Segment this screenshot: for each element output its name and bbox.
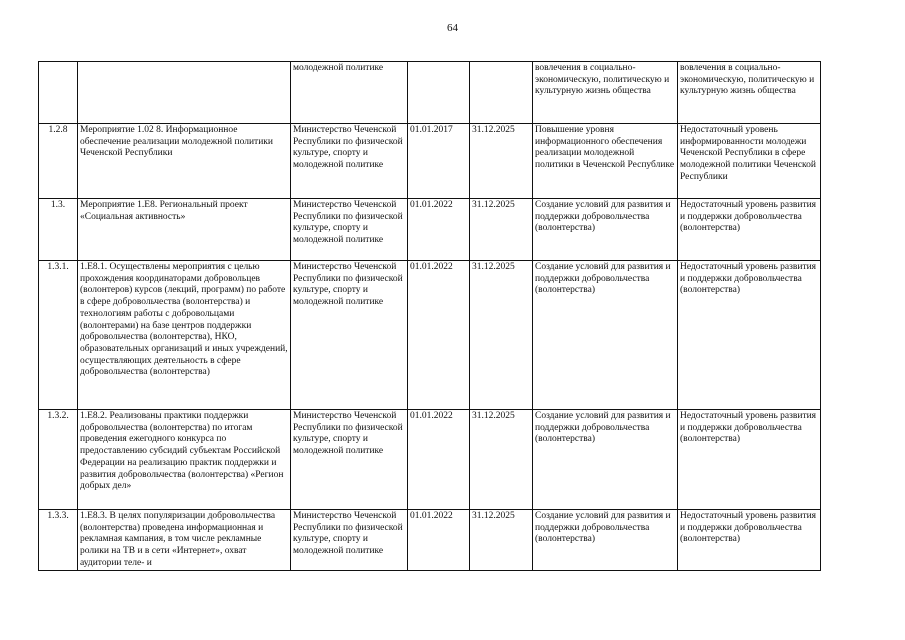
expected-result-cell: вовлечения в социально-экономическую, политическую и культурную жизнь общества (533, 62, 678, 124)
end-date-cell: 31.12.2025 (470, 410, 533, 510)
table-row (39, 510, 821, 571)
consequence-cell: Недостаточный уровень развития и поддержки добровольчества (волонтерства) (678, 510, 821, 571)
start-date-cell: 01.01.2022 (408, 410, 470, 510)
executor-cell: Министерство Чеченской Республики по физической культуре, спорту и молодежной политике (291, 199, 408, 261)
row-number-cell: 1.3.3. (39, 510, 78, 571)
table-row (39, 410, 821, 510)
start-date-cell: 01.01.2022 (408, 510, 470, 571)
expected-result-cell: Создание условий для развития и поддержки добровольчества (волонтерства) (533, 199, 678, 261)
row-number-cell: 1.2.8 (39, 124, 78, 199)
consequence-cell: Недостаточный уровень развития и поддержки добровольчества (волонтерства) (678, 199, 821, 261)
consequence-cell: Недостаточный уровень развития и поддержки добровольчества (волонтерства) (678, 410, 821, 510)
expected-result-cell: Создание условий для развития и поддержки добровольчества (волонтерства) (533, 410, 678, 510)
event-cell: 1.Е8.2. Реализованы практики поддержки добровольчества (волонтерства) по итогам проведения ежегодного конкурса по предоставлению субсидий субъектам Российской Федерации на реализацию практик поддержки и развития добровольчества (волонтерства) «Регион добрых дел» (78, 410, 291, 510)
table-row (39, 124, 821, 199)
table-row (39, 199, 821, 261)
end-date-cell: 31.12.2025 (470, 261, 533, 410)
row-number-cell: 1.3.2. (39, 410, 78, 510)
executor-cell: Министерство Чеченской Республики по физической культуре, спорту и молодежной политике (291, 410, 408, 510)
event-cell: 1.Е8.3. В целях популяризации добровольчества (волонтерства) проведена информационная и рекламная кампания, в том числе рекламные ролики на ТВ и в сети «Интернет», охват аудитории теле- и (78, 510, 291, 571)
event-cell: Мероприятие 1.Е8. Региональный проект «Социальная активность» (78, 199, 291, 261)
row-number-cell: 1.3.1. (39, 261, 78, 410)
program-events-table (38, 61, 821, 571)
start-date-cell (408, 62, 470, 124)
start-date-cell: 01.01.2017 (408, 124, 470, 199)
event-cell: Мероприятие 1.02 8. Информационное обеспечение реализации молодежной политики Чеченской Республики (78, 124, 291, 199)
end-date-cell: 31.12.2025 (470, 510, 533, 571)
start-date-cell: 01.01.2022 (408, 261, 470, 410)
expected-result-cell: Создание условий для развития и поддержки добровольчества (волонтерства) (533, 261, 678, 410)
consequence-cell: Недостаточный уровень информированности молодежи Чеченской Республики в сфере молодежной политики Чеченской Республики (678, 124, 821, 199)
expected-result-cell: Повышение уровня информационного обеспечения реализации молодежной политики в Чеченской Республике (533, 124, 678, 199)
expected-result-cell: Создание условий для развития и поддержки добровольчества (волонтерства) (533, 510, 678, 571)
executor-cell: Министерство Чеченской Республики по физической культуре, спорту и молодежной политике (291, 124, 408, 199)
executor-cell: Министерство Чеченской Республики по физической культуре, спорту и молодежной политике (291, 261, 408, 410)
end-date-cell: 31.12.2025 (470, 199, 533, 261)
executor-cell: молодежной политике (291, 62, 408, 124)
row-number-cell (39, 62, 78, 124)
executor-cell: Министерство Чеченской Республики по физической культуре, спорту и молодежной политике (291, 510, 408, 571)
end-date-cell: 31.12.2025 (470, 124, 533, 199)
start-date-cell: 01.01.2022 (408, 199, 470, 261)
event-cell: 1.Е8.1. Осуществлены мероприятия с целью прохождения координаторами добровольцев (волонтеров) курсов (лекций, программ) по работе в сфере добровольчества (волонтерства) и технологиям работы с добровольцами (волонтерами) на базе центров поддержки добровольчества (волонтерства), НКО, образовательных организаций и иных учреждений, осуществляющих деятельность в сфере добровольчества (волонтерства) (78, 261, 291, 410)
row-number-cell: 1.3. (39, 199, 78, 261)
table-row (39, 62, 821, 124)
page-number: 64 (447, 22, 458, 34)
consequence-cell: вовлечения в социально-экономическую, политическую и культурную жизнь общества (678, 62, 821, 124)
event-cell (78, 62, 291, 124)
consequence-cell: Недостаточный уровень развития и поддержки добровольчества (волонтерства) (678, 261, 821, 410)
end-date-cell (470, 62, 533, 124)
table-row (39, 261, 821, 410)
